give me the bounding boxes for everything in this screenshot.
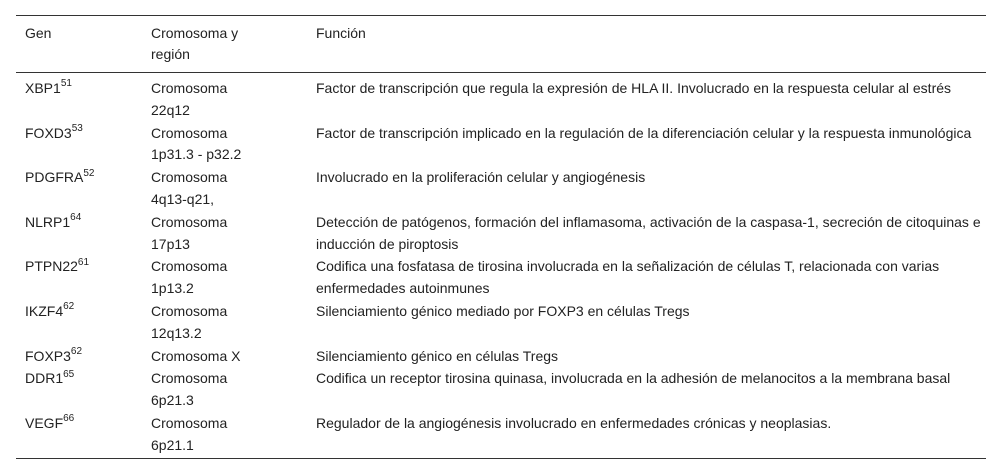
table-header xyxy=(16,16,986,73)
function-cell: Factor de transcripción que regula la expresión de HLA II. Involucrado en la respuesta celular al estrés xyxy=(316,80,952,96)
table-row xyxy=(16,167,986,212)
header-chromosome-text: Cromosoma y región xyxy=(151,25,239,62)
chromosome-cell xyxy=(142,123,307,168)
chromosome-region: Cromosoma 6p21.1 xyxy=(151,414,228,453)
chromosome-region: Cromosoma 17p13 xyxy=(151,213,228,252)
gene-reference: 51 xyxy=(60,78,72,90)
chromosome-region: Cromosoma X xyxy=(151,347,241,364)
gene-name: FOXD3 xyxy=(25,124,72,141)
gene-cell xyxy=(16,123,142,168)
gene-name: PDGFRA xyxy=(25,169,84,186)
gene-reference: 64 xyxy=(70,212,82,224)
gene-reference: 62 xyxy=(70,345,83,357)
table-row xyxy=(16,123,986,168)
table-row xyxy=(16,301,986,346)
function-cell: Silenciamiento génico en células Tregs xyxy=(316,347,559,364)
table-row xyxy=(16,413,986,458)
gene-cell xyxy=(16,368,142,413)
gene-reference: 65 xyxy=(63,368,75,380)
chromosome-region: Cromosoma 6p21.3 xyxy=(151,370,228,409)
gene-name: NLRP1 xyxy=(25,213,71,230)
gene-reference: 53 xyxy=(71,122,83,134)
function-cell: Detección de patógenos, formación del inflamasoma, activación de la caspasa-1, secreción de citoquinas e inducción de piroptosis xyxy=(316,213,981,252)
chromosome-cell xyxy=(142,346,307,369)
gene-cell xyxy=(16,413,142,458)
function-cell: Codifica una fosfatasa de tirosina involucrada en la señalización de células T, relacionada con varias enfermedades autoinmunes xyxy=(316,258,940,297)
chromosome-region: Cromosoma 22q12 xyxy=(151,80,228,118)
gene-name: PTPN22 xyxy=(25,258,78,275)
function-cell: Involucrado en la proliferación celular y angiogénesis xyxy=(316,169,646,186)
chromosome-region: Cromosoma 1p13.2 xyxy=(151,258,228,297)
chromosome-cell xyxy=(142,301,307,346)
function-cell: Factor de transcripción implicado en la regulación de la diferenciación celular y la respuesta inmunológica xyxy=(316,124,972,141)
table-row xyxy=(16,368,986,413)
header-row xyxy=(16,16,986,73)
chromosome-region: Cromosoma 1p31.3 - p32.2 xyxy=(151,124,242,163)
table-row xyxy=(16,346,986,369)
gene-cell xyxy=(16,167,142,212)
header-gene: Gen xyxy=(25,25,52,41)
gene-reference: 62 xyxy=(63,301,75,313)
header-function: Función xyxy=(316,25,366,41)
gene-name: XBP1 xyxy=(25,80,61,96)
gene-name: DDR1 xyxy=(25,370,64,387)
gene-reference: 52 xyxy=(83,167,95,179)
header-chromosome xyxy=(142,16,307,73)
function-cell: Silenciamiento génico mediado por FOXP3 en células Tregs xyxy=(316,302,690,319)
gene-table-container xyxy=(16,15,986,459)
gene-table xyxy=(16,15,986,459)
function-cell: Codifica un receptor tirosina quinasa, involucrada en la adhesión de melanocitos a la membrana basal xyxy=(316,370,951,387)
gene-cell xyxy=(16,256,142,301)
table-body xyxy=(16,73,986,459)
chromosome-cell xyxy=(142,413,307,458)
table-row xyxy=(16,256,986,301)
function-cell: Regulador de la angiogénesis involucrado en enfermedades crónicas y neoplasias. xyxy=(316,414,832,431)
chromosome-cell xyxy=(142,212,307,257)
chromosome-region: Cromosoma 4q13-q21, xyxy=(151,169,228,207)
gene-reference: 61 xyxy=(77,256,90,268)
chromosome-cell xyxy=(142,73,307,123)
chromosome-region: Cromosoma 12q13.2 xyxy=(151,302,228,341)
gene-name: FOXP3 xyxy=(25,347,71,364)
gene-cell xyxy=(16,212,142,257)
gene-name: VEGF xyxy=(25,414,64,431)
gene-cell xyxy=(16,73,142,123)
gene-reference: 66 xyxy=(63,413,75,425)
gene-cell xyxy=(16,301,142,346)
table-row xyxy=(16,73,986,123)
chromosome-cell xyxy=(142,368,307,413)
gene-cell xyxy=(16,346,142,369)
chromosome-cell xyxy=(142,256,307,301)
gene-name: IKZF4 xyxy=(25,302,64,319)
table-row xyxy=(16,212,986,257)
chromosome-cell xyxy=(142,167,307,212)
